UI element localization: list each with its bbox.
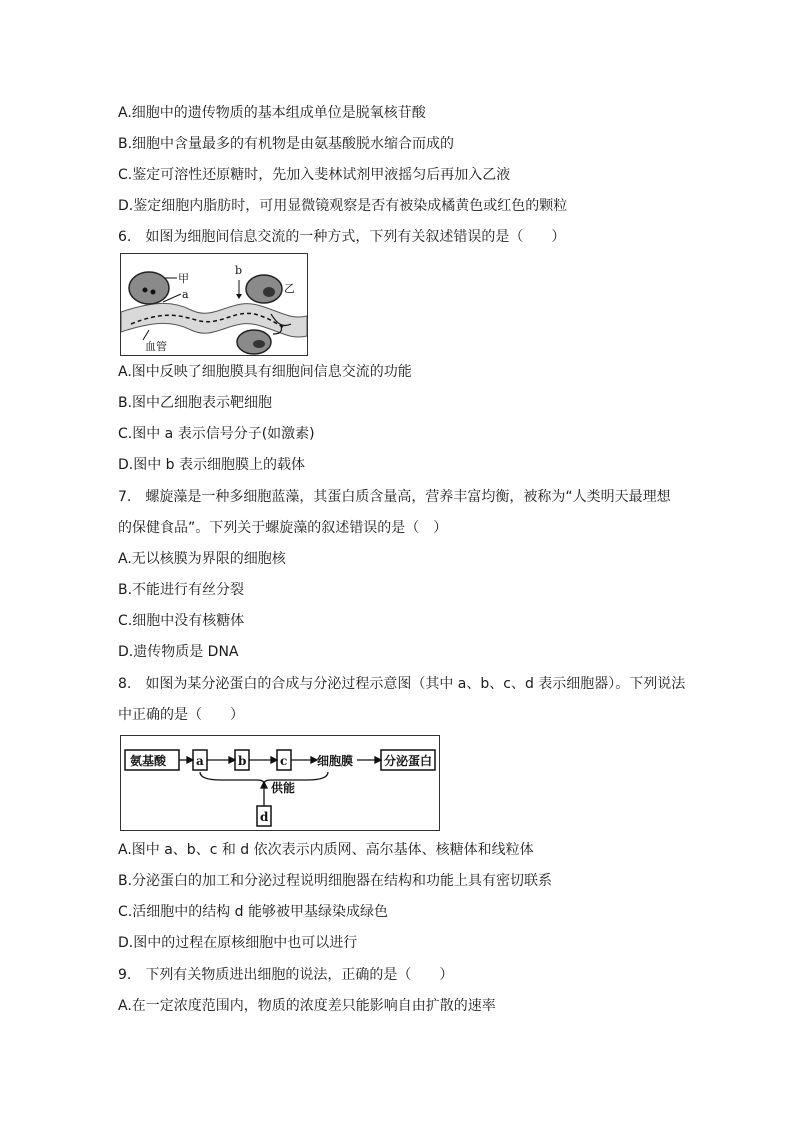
- q8-option-d: D.图中的过程在原核细胞中也可以进行: [118, 935, 358, 951]
- fig8-box-a: a: [196, 754, 204, 768]
- fig8-box-d: d: [260, 810, 269, 824]
- q6-option-a: A.图中反映了细胞膜具有细胞间信息交流的功能: [118, 364, 412, 380]
- fig6-label-vessel: 血管: [145, 340, 167, 353]
- q8-option-c: C.活细胞中的结构 d 能够被甲基绿染成绿色: [118, 904, 389, 920]
- q7-stem-1: 7. 螺旋藻是一种多细胞蓝藻，其蛋白质含量高，营养丰富均衡，被称为“人类明天最理想: [118, 489, 671, 505]
- q5-option-c: C.鉴定可溶性还原糖时，先加入斐林试剂甲液摇匀后再加入乙液: [118, 167, 511, 183]
- q8-option-b: B.分泌蛋白的加工和分泌过程说明细胞器在结构和功能上具有密切联系: [118, 873, 553, 889]
- q5-option-a: A.细胞中的遗传物质的基本组成单位是脱氧核苷酸: [118, 105, 426, 121]
- q8-figure: [120, 735, 440, 831]
- fig8-membrane: 细胞膜: [317, 754, 354, 768]
- q6-option-c: C.图中 a 表示信号分子(如激素): [118, 426, 315, 442]
- fig6-label-a: a: [182, 288, 189, 301]
- fig8-protein: 分泌蛋白: [384, 754, 433, 768]
- q6-option-d: D.图中 b 表示细胞膜上的载体: [118, 457, 306, 473]
- q7-stem-2: 的保健食品”。下列关于螺旋藻的叙述错误的是（ ）: [118, 520, 448, 536]
- fig6-label-yi: 乙: [284, 282, 295, 295]
- q6-option-b: B.图中乙细胞表示靶细胞: [118, 395, 273, 411]
- q8-stem-2: 中正确的是（ ）: [118, 707, 244, 723]
- q7-option-c: C.细胞中没有核糖体: [118, 613, 245, 629]
- q7-option-d: D.遗传物质是 DNA: [118, 644, 239, 660]
- cell-yi: [246, 275, 282, 303]
- fig8-box-c: c: [280, 754, 288, 768]
- fig8-amino: 氨基酸: [130, 754, 167, 768]
- q8-option-a: A.图中 a、b、c 和 d 依次表示内质网、高尔基体、核糖体和线粒体: [118, 842, 534, 858]
- q6-figure: [120, 253, 308, 356]
- cell-jia: [129, 272, 169, 304]
- fig8-energy: 供能: [271, 781, 296, 795]
- q9-stem: 9. 下列有关物质进出细胞的说法，正确的是（ ）: [118, 967, 454, 983]
- fig6-label-b: b: [235, 264, 243, 277]
- q7-option-b: B.不能进行有丝分裂: [118, 582, 245, 598]
- fig8-box-b: b: [238, 754, 247, 768]
- fig6-label-jia: 甲: [178, 272, 189, 285]
- q6-stem: 6. 如图为细胞间信息交流的一种方式，下列有关叙述错误的是（ ）: [118, 229, 566, 245]
- q7-option-a: A.无以核膜为界限的细胞核: [118, 551, 286, 567]
- q9-option-a: A.在一定浓度范围内，物质的浓度差只能影响自由扩散的速率: [118, 998, 496, 1014]
- q8-stem-1: 8. 如图为某分泌蛋白的合成与分泌过程示意图（其中 a、b、c、d 表示细胞器）。下列说法: [118, 676, 686, 692]
- q5-option-b: B.细胞中含量最多的有机物是由氨基酸脱水缩合而成的: [118, 136, 455, 152]
- q5-option-d: D.鉴定细胞内脂肪时，可用显微镜观察是否有被染成橘黄色或红色的颗粒: [118, 198, 568, 214]
